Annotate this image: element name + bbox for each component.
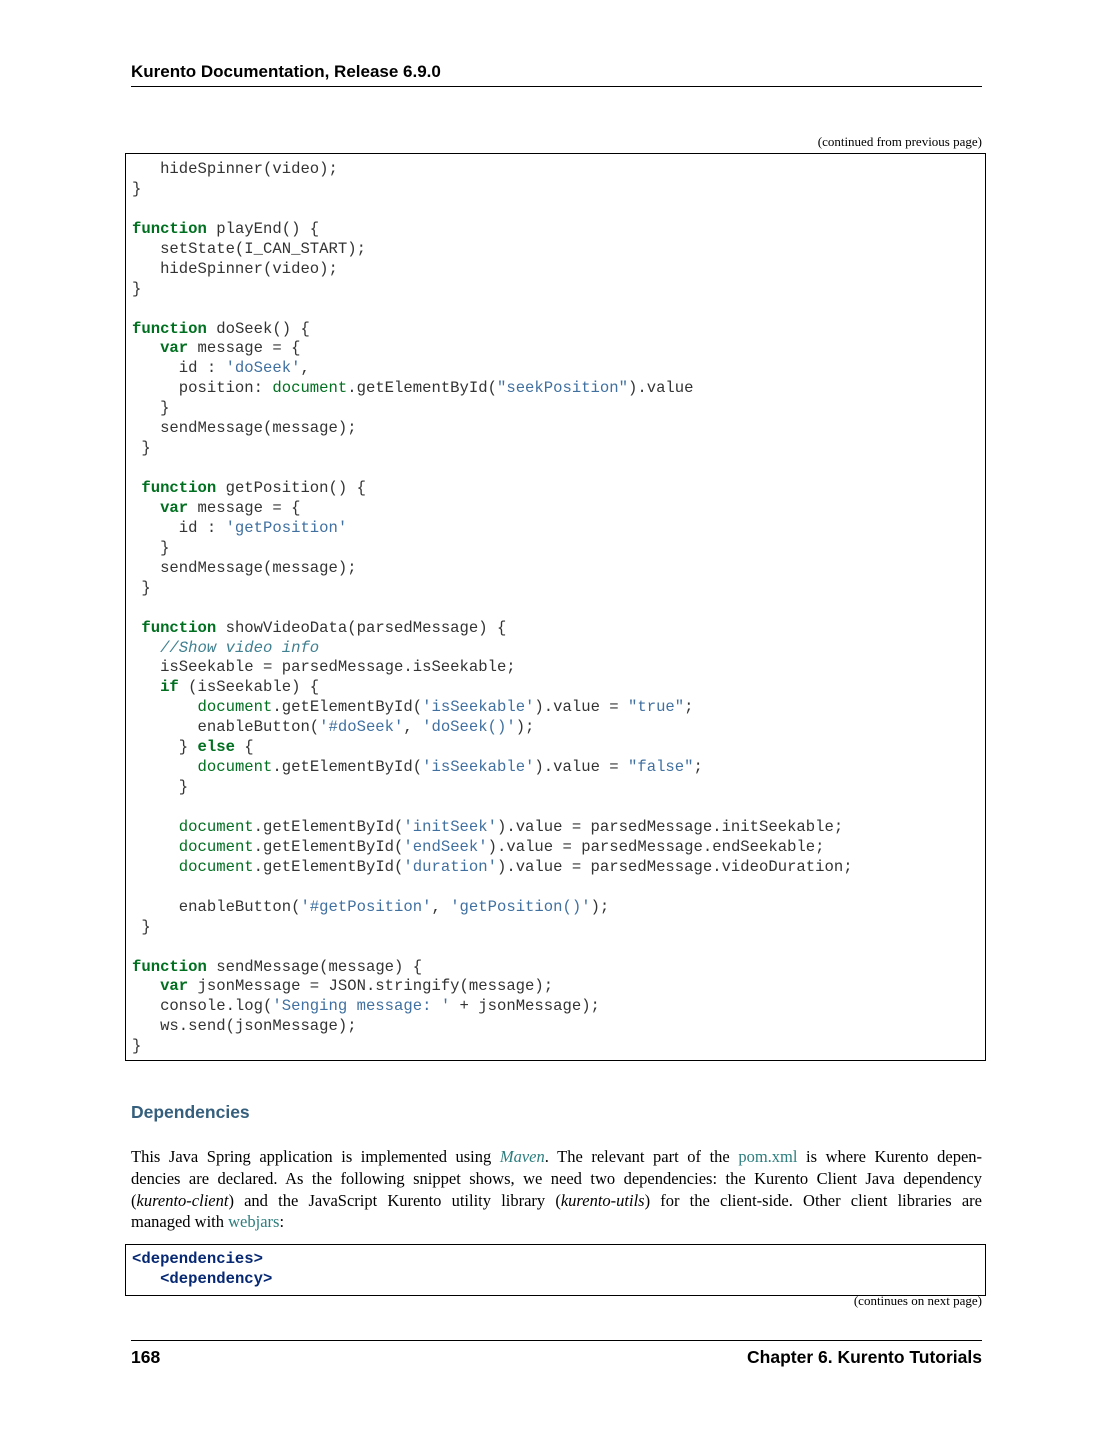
code-line: } xyxy=(132,439,151,458)
code-line: function getPosition() { xyxy=(141,479,366,497)
code-line: id : 'getPosition' xyxy=(132,518,348,537)
code-line: <dependencies> xyxy=(132,1250,264,1268)
code-line: document.getElementById('duration').value = parsedMessage.videoDuration; xyxy=(178,857,853,876)
chapter-title: Chapter 6. Kurento Tutorials xyxy=(747,1347,982,1367)
code-line: document.getElementById('endSeek').value = parsedMessage.endSeekable; xyxy=(178,837,825,856)
code-line: function doSeek() { xyxy=(132,319,310,338)
code-line: sendMessage(message); xyxy=(132,558,357,577)
section-title-dependencies: Dependencies xyxy=(131,1102,250,1122)
code-line: isSeekable = parsedMessage.isSeekable; xyxy=(132,658,516,677)
code-line: if (isSeekable) { xyxy=(160,678,320,697)
link-maven[interactable]: Maven xyxy=(499,1147,545,1166)
code-line: console.log('Senging message: ' + jsonMessage); xyxy=(132,997,600,1016)
code-line: } xyxy=(132,399,170,418)
paragraph-line xyxy=(131,1146,982,1168)
code-line: setState(I_CAN_START); xyxy=(132,239,366,258)
code-line: enableButton('#getPosition', 'getPosition()'); xyxy=(132,897,610,916)
code-line: } xyxy=(132,179,142,198)
code-line: enableButton('#doSeek', 'doSeek()'); xyxy=(132,718,535,737)
code-line: } xyxy=(132,578,151,597)
page-footer xyxy=(131,1340,982,1368)
paragraph-text: managed with xyxy=(131,1212,229,1232)
paragraph-text: ) and the JavaScript Kurento utility library ( xyxy=(228,1190,561,1210)
code-line: position: document.getElementById("seekPosition").value xyxy=(132,379,694,398)
code-line: function showVideoData(parsedMessage) { xyxy=(141,618,507,637)
paragraph-text: . The relevant part of the xyxy=(544,1147,739,1166)
continued-from-previous-page: (continued from previous page) xyxy=(817,134,982,149)
page-header xyxy=(131,62,982,87)
paragraph-text: ) for the client-side. Other client libraries are xyxy=(644,1190,982,1210)
code-line: } xyxy=(132,1037,142,1056)
code-line: document.getElementById('initSeek').value = parsedMessage.initSeekable; xyxy=(178,817,844,836)
paragraph-text: is where Kurento depen- xyxy=(797,1147,983,1166)
code-line: document.getElementById('isSeekable').value = "true"; xyxy=(197,698,694,717)
link-webjars[interactable]: webjars xyxy=(228,1212,280,1232)
code-line: var message = { xyxy=(160,339,301,358)
code-line: //Show video info xyxy=(160,638,320,657)
paragraph-text: This Java Spring application is implemented using xyxy=(131,1147,500,1166)
code-line: function sendMessage(message) { xyxy=(132,957,423,976)
paragraph-text: ( xyxy=(131,1190,137,1210)
paragraph-line xyxy=(131,1190,982,1212)
dependencies-paragraph xyxy=(131,1146,982,1233)
code-line: } xyxy=(132,917,151,936)
header-title: Kurento Documentation, Release 6.9.0 xyxy=(131,62,441,81)
code-line: sendMessage(message); xyxy=(132,419,357,438)
code-line: hideSpinner(video); xyxy=(132,259,338,278)
code-line: } xyxy=(132,538,170,557)
paragraph-line xyxy=(131,1168,982,1190)
code-line: <dependency> xyxy=(160,1269,273,1288)
code-line: } xyxy=(132,279,142,298)
code-listing-xml xyxy=(132,1250,985,1290)
code-line: } else { xyxy=(132,738,254,757)
code-line: hideSpinner(video); xyxy=(132,160,338,178)
code-line: } xyxy=(132,778,189,797)
paragraph-text: : xyxy=(279,1212,285,1232)
emphasis-text: kurento-client xyxy=(136,1190,229,1210)
code-line: var message = { xyxy=(160,498,301,517)
paragraph-text: dencies are declared. As the following snippet shows, we need two dependencies: the Kurento Client Java dependency xyxy=(131,1168,982,1188)
page-number: 168 xyxy=(131,1347,161,1367)
code-block-xml xyxy=(125,1244,986,1296)
code-line: document.getElementById('isSeekable').value = "false"; xyxy=(197,758,703,777)
code-line: id : 'doSeek', xyxy=(132,359,310,378)
paragraph-line xyxy=(131,1211,982,1233)
continues-on-next-page: (continues on next page) xyxy=(853,1293,982,1308)
code-listing xyxy=(132,160,985,1057)
code-line: function playEnd() { xyxy=(132,219,320,238)
link-pom-xml[interactable]: pom.xml xyxy=(738,1147,798,1166)
emphasis-text: kurento-utils xyxy=(560,1190,645,1210)
code-line: ws.send(jsonMessage); xyxy=(132,1017,357,1036)
code-line: var jsonMessage = JSON.stringify(message); xyxy=(160,977,554,996)
code-block-javascript xyxy=(125,153,986,1061)
